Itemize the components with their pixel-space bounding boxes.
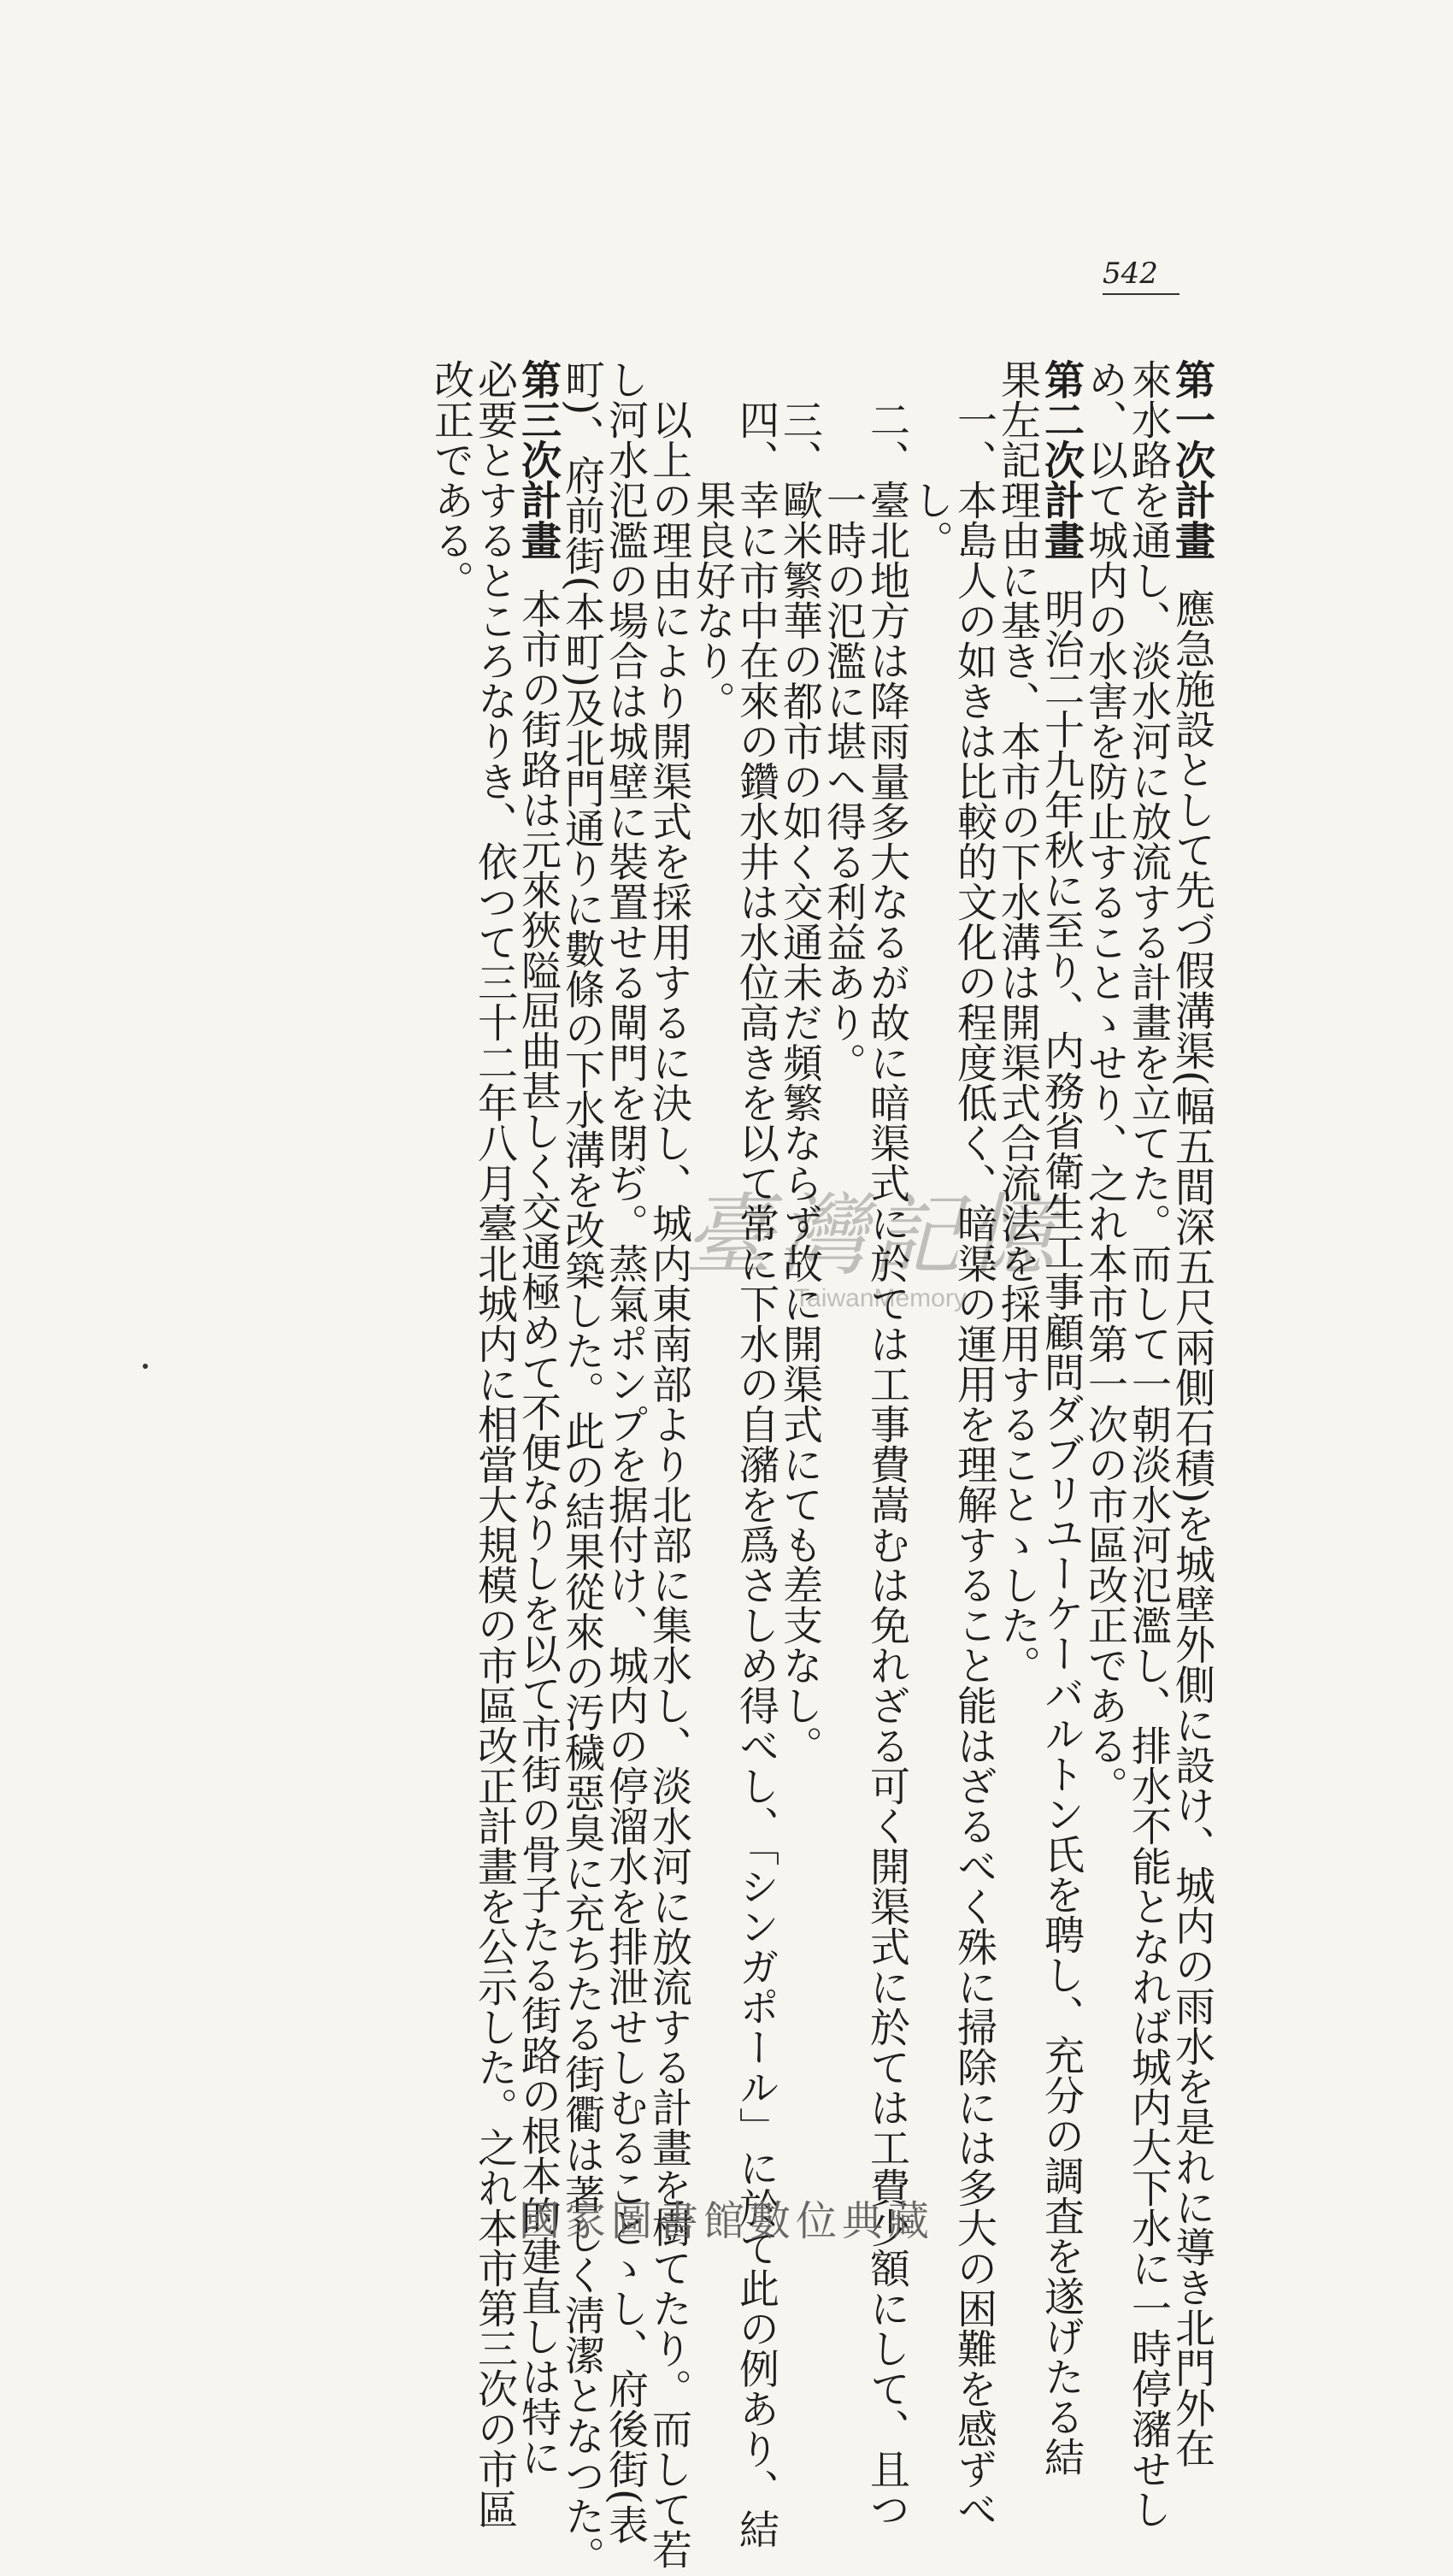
section-2-line-1: 第二次計畫明治二十九年秋に至り、内務省衛生工事顧問ダブリユーケーバルトン氏を聘し、充分の調査を遂げたる結 [1038,359,1085,2477]
section-2-heading: 第二次計畫 [1038,359,1085,560]
section-1-line-1: 第一次計畫應急施設として先づ假溝渠(幅五間深五尺兩側石積)を城壁外側に設け、城内の雨水を是れに導き北門外在 [1168,359,1215,2468]
section-1-line-3: め、以て城内の水害を防止することゝせり、之れ本市第一次の市區改正である。 [1081,359,1128,1806]
reason-4-line-2: 果良好なり。 [689,480,736,721]
reason-2-line-2: 一時の氾濫に堪へ得る利益あり。 [820,480,867,1082]
reason-1-line-2: し。 [907,480,954,560]
section-1-heading: 第一次計畫 [1168,359,1215,560]
page-number-rule [1103,293,1179,295]
watermark-latin: TaiwanMemory [794,1284,967,1312]
reason-2-line-1: 二、臺北地方は降雨量多大なるが故に暗渠式に於ては工事費嵩むは免れざる可く開渠式に於ては工費少額にして、且つ [863,399,910,2529]
reason-3-line-1: 三、歐米繁華の都市の如く交通未だ頻繁ならず故に開渠式にても差支なし。 [776,399,823,1765]
section-3-heading: 第三次計畫 [515,359,562,560]
reason-4-line-1: 四、幸に市中在來の鑽水井は水位高きを以て常に下水の自瀦を爲さしめ得べし、「シンガポール」に於て此の例あり、結 [732,399,779,2549]
taiwan-memory-watermark [684,1183,1077,1359]
scan-speck-dot [143,1364,148,1369]
closing-line-1: 以上の理由により開渠式を採用するに決し、城内東南部より北部に集水し、淡水河に放流する計畫を樹てたり。而して若 [645,399,692,2569]
section-2-line-2: 果左記理由に基き、本市の下水溝は開渠式合流法を採用することゝした。 [994,359,1041,1685]
library-footer: 國家圖書館數位典藏 [518,2197,934,2245]
closing-line-3: 町)、府前街(本町)及北門通りに數條の下水溝を改築した。此の結果從來の汚穢惡臭に充ちたる街衢は著しく淸潔となつた。 [558,359,605,2576]
section-3-line-2: 必要とするところなりき、依つて三十二年八月臺北城内に相當大規模の市區改正計畫を公示した。之れ本市第三次の市區 [471,359,518,2529]
section-1-line-2: 來水路を通し、淡水河に放流する計畫を立てた。而して一朝淡水河氾濫し、排水不能となれば城内大下水に一時停瀦せし [1125,359,1172,2529]
page-number: 542 [1103,256,1158,291]
section-3-line-3: 改正である。 [427,359,474,600]
closing-line-2: し河水氾濫の場合は城壁に裝置せる閘門を閉ぢ。蒸氣ポンプを据付け、城内の停溜水を排泄せしむることゝし、府後街(表 [602,359,649,2545]
watermark-glyphs: 臺灣記憶 [684,1183,1061,1288]
section-3-line-1: 第三次計畫本市の街路は元來狹隘屈曲甚しく交通極めて不便なりしを以て市街の骨子たる街路の根本的建直しは特に [515,359,562,2477]
reason-1-line-1: 一、本島人の如きは比較的文化の程度低く、暗渠の運用を理解すること能はざるべく殊に掃除には多大の困難を感ずべ [950,399,997,2529]
